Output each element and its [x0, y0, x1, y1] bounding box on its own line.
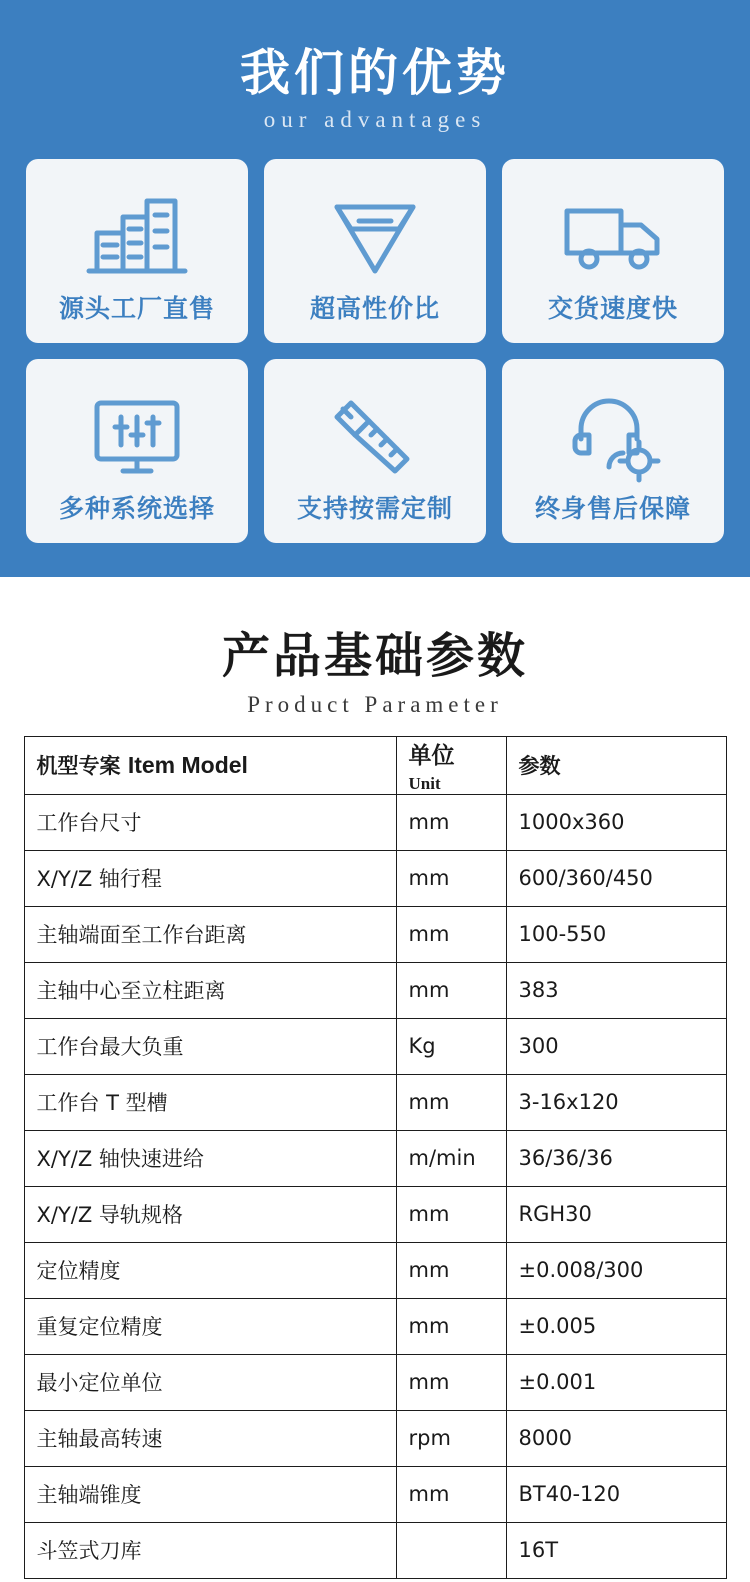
row-unit — [396, 1522, 506, 1578]
table-row — [24, 1074, 726, 1130]
row-unit: mm — [396, 1186, 506, 1242]
table-row — [24, 1242, 726, 1298]
row-unit: mm — [396, 1074, 506, 1130]
row-unit: mm — [396, 1354, 506, 1410]
row-value: 36/36/36 — [506, 1130, 726, 1186]
advantage-label: 超高性价比 — [309, 293, 440, 323]
row-value: 8000 — [506, 1410, 726, 1466]
header-value-cell: 参数 — [506, 736, 726, 794]
diamond-icon — [321, 181, 429, 289]
table-row — [24, 962, 726, 1018]
table-row — [24, 1186, 726, 1242]
row-item: 重复定位精度 — [24, 1298, 396, 1354]
truck-icon — [557, 181, 669, 289]
row-value: 300 — [506, 1018, 726, 1074]
row-unit: mm — [396, 1242, 506, 1298]
row-value: ±0.001 — [506, 1354, 726, 1410]
advantage-card-price — [264, 159, 486, 343]
row-value: 16T — [506, 1522, 726, 1578]
row-unit: mm — [396, 906, 506, 962]
row-item: 主轴中心至立柱距离 — [24, 962, 396, 1018]
advantages-title: 我们的优势 — [240, 44, 510, 102]
advantages-grid — [0, 159, 750, 543]
advantage-label: 终身售后保障 — [534, 493, 691, 523]
advantage-card-custom — [264, 359, 486, 543]
row-unit: Kg — [396, 1018, 506, 1074]
row-value: ±0.008/300 — [506, 1242, 726, 1298]
row-unit: rpm — [396, 1410, 506, 1466]
table-row — [24, 850, 726, 906]
advantage-card-factory — [26, 159, 248, 343]
row-unit: mm — [396, 794, 506, 850]
advantage-label: 交货速度快 — [547, 293, 678, 323]
parameter-table-body — [24, 736, 726, 1578]
row-unit: m/min — [396, 1130, 506, 1186]
table-header-row — [24, 736, 726, 794]
parameter-table — [24, 736, 727, 1579]
pencil-ruler-icon — [321, 381, 429, 489]
row-value: RGH30 — [506, 1186, 726, 1242]
row-value: 1000x360 — [506, 794, 726, 850]
advantage-card-systems — [26, 359, 248, 543]
row-unit: mm — [396, 962, 506, 1018]
advantage-label: 多种系统选择 — [58, 493, 215, 523]
monitor-settings-icon — [83, 381, 191, 489]
table-row — [24, 1354, 726, 1410]
row-item: X/Y/Z 轴行程 — [24, 850, 396, 906]
row-unit: mm — [396, 1298, 506, 1354]
header-unit-cell — [396, 736, 506, 794]
row-item: X/Y/Z 导轨规格 — [24, 1186, 396, 1242]
row-item: 主轴端面至工作台距离 — [24, 906, 396, 962]
table-row — [24, 1466, 726, 1522]
parameter-subtitle: Product Parameter — [247, 691, 503, 717]
header-unit-cn: 单位 — [408, 742, 455, 769]
table-row — [24, 794, 726, 850]
product-parameter-section — [0, 577, 750, 1579]
row-value: 600/360/450 — [506, 850, 726, 906]
table-row — [24, 906, 726, 962]
row-item: 工作台 T 型槽 — [24, 1074, 396, 1130]
table-row — [24, 1018, 726, 1074]
table-row — [24, 1522, 726, 1578]
row-item: 主轴端锥度 — [24, 1466, 396, 1522]
advantages-subtitle: our advantages — [263, 106, 487, 132]
row-item: 工作台最大负重 — [24, 1018, 396, 1074]
advantage-card-support — [502, 359, 724, 543]
row-unit: mm — [396, 1466, 506, 1522]
row-unit: mm — [396, 850, 506, 906]
row-value: BT40-120 — [506, 1466, 726, 1522]
row-value: ±0.005 — [506, 1298, 726, 1354]
advantage-label: 源头工厂直售 — [58, 293, 215, 323]
row-item: 工作台尺寸 — [24, 794, 396, 850]
row-item: X/Y/Z 轴快速进给 — [24, 1130, 396, 1186]
row-value: 100-550 — [506, 906, 726, 962]
headset-support-icon — [559, 381, 667, 489]
header-item-cell — [24, 736, 396, 794]
row-item: 主轴最高转速 — [24, 1410, 396, 1466]
factory-icon — [83, 181, 191, 289]
row-item: 最小定位单位 — [24, 1354, 396, 1410]
row-value: 383 — [506, 962, 726, 1018]
table-row — [24, 1410, 726, 1466]
advantage-label: 支持按需定制 — [296, 493, 453, 523]
table-row — [24, 1130, 726, 1186]
advantages-section — [0, 0, 750, 577]
header-unit-en: Unit — [408, 773, 441, 793]
row-value: 3-16x120 — [506, 1074, 726, 1130]
table-row — [24, 1298, 726, 1354]
row-item: 斗笠式刀库 — [24, 1522, 396, 1578]
header-item-en: Item Model — [127, 752, 248, 778]
parameter-title: 产品基础参数 — [221, 627, 528, 684]
header-item-cn: 机型专案 — [36, 754, 121, 778]
row-item: 定位精度 — [24, 1242, 396, 1298]
advantage-card-delivery — [502, 159, 724, 343]
